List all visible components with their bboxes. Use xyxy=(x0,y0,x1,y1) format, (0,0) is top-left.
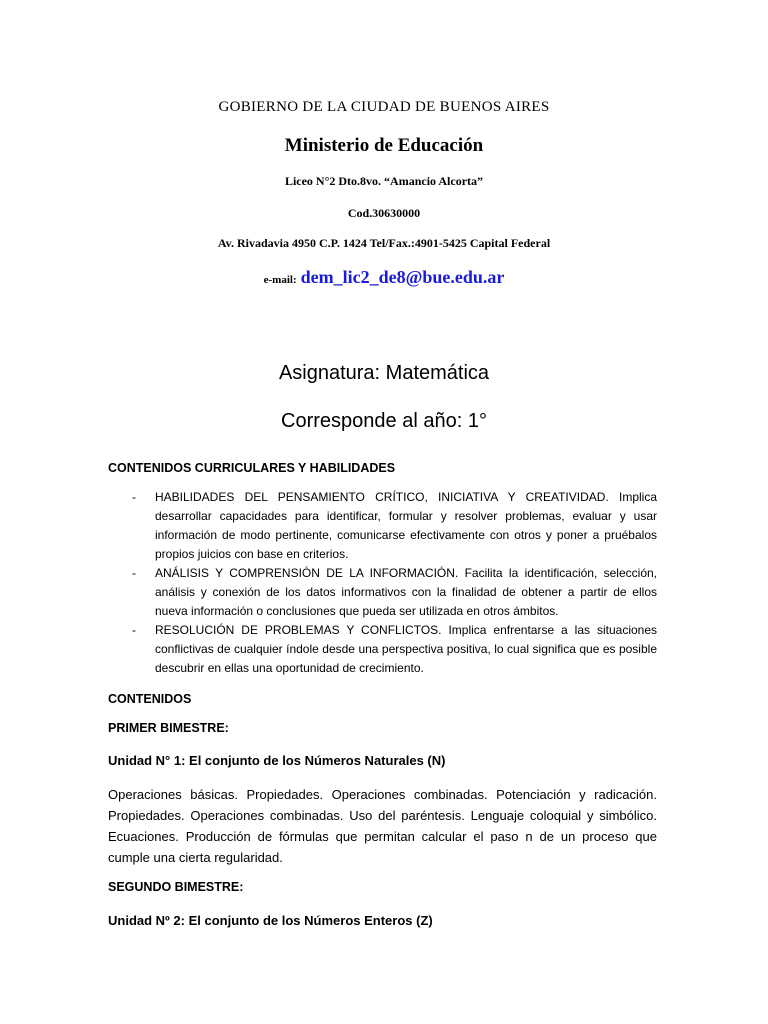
school-address: Av. Rivadavia 4950 C.P. 1424 Tel/Fax.:4901-5425 Capital Federal xyxy=(217,236,551,250)
school-code: Cod.30630000 xyxy=(347,206,421,220)
skills-list xyxy=(108,488,657,678)
unit1-description: Operaciones básicas. Propiedades. Operaciones combinadas. Potenciación y radicación. Propiedades. Operaciones combinadas. Uso del paréntesis. Lenguaje coloquial y simbólico. Ecuaciones. Producción de fórmulas que permitan calcular el paso n de un proceso que cumple una cierta regularidad. xyxy=(108,787,657,865)
school-name: Liceo N°2 Dto.8vo. “Amancio Alcorta” xyxy=(284,174,484,188)
contents-heading: CONTENIDOS xyxy=(108,692,192,706)
email-link[interactable]: dem_lic2_de8@bue.edu.ar xyxy=(300,267,505,287)
curricular-heading: CONTENIDOS CURRICULARES Y HABILIDADES xyxy=(108,461,396,475)
unit1-title: Unidad N° 1: El conjunto de los Números Naturales (N) xyxy=(108,753,446,768)
list-item-text: HABILIDADES DEL PENSAMIENTO CRÍTICO, INICIATIVA Y CREATIVIDAD. Implica desarrollar capacidades para identificar, formular y resolver problemas, evaluar y usar información de modo pertinente, comunicarse efectivamente con otros y poner a pruébalos propios juicios con base en criterios. xyxy=(155,490,657,561)
email-row xyxy=(0,267,768,288)
bullet-dash: - xyxy=(132,566,136,580)
bullet-dash: - xyxy=(132,490,136,504)
list-item-text: RESOLUCIÓN DE PROBLEMAS Y CONFLICTOS. Implica enfrentarse a las situaciones conflictivas de cualquier índole desde una perspectiva positiva, lo cual significa que es posible descubrir en ellas una oportunidad de crecimiento. xyxy=(155,623,657,675)
list-item xyxy=(108,621,657,678)
email-label: e-mail: xyxy=(263,274,297,286)
subject-title: Asignatura: Matemática xyxy=(278,362,490,384)
list-item xyxy=(108,488,657,564)
list-item-text: ANÁLISIS Y COMPRENSIÓN DE LA INFORMACIÓN. Facilita la identificación, selección, análisis y conexión de los datos informativos con la finalidad de obtener a partir de ellos nueva información o conclusiones que pueda ser utilizada en otros ámbitos. xyxy=(155,566,657,618)
list-item xyxy=(108,564,657,621)
year-title: Corresponde al año: 1° xyxy=(281,410,487,432)
second-term-heading: SEGUNDO BIMESTRE: xyxy=(108,880,244,894)
unit2-title: Unidad Nº 2: El conjunto de los Números Enteros (Z) xyxy=(108,913,433,928)
government-title: GOBIERNO DE LA CIUDAD DE BUENOS AIRES xyxy=(218,99,550,115)
first-term-heading: PRIMER BIMESTRE: xyxy=(108,721,229,735)
ministry-title: Ministerio de Educación xyxy=(284,135,484,156)
bullet-dash: - xyxy=(132,623,136,637)
